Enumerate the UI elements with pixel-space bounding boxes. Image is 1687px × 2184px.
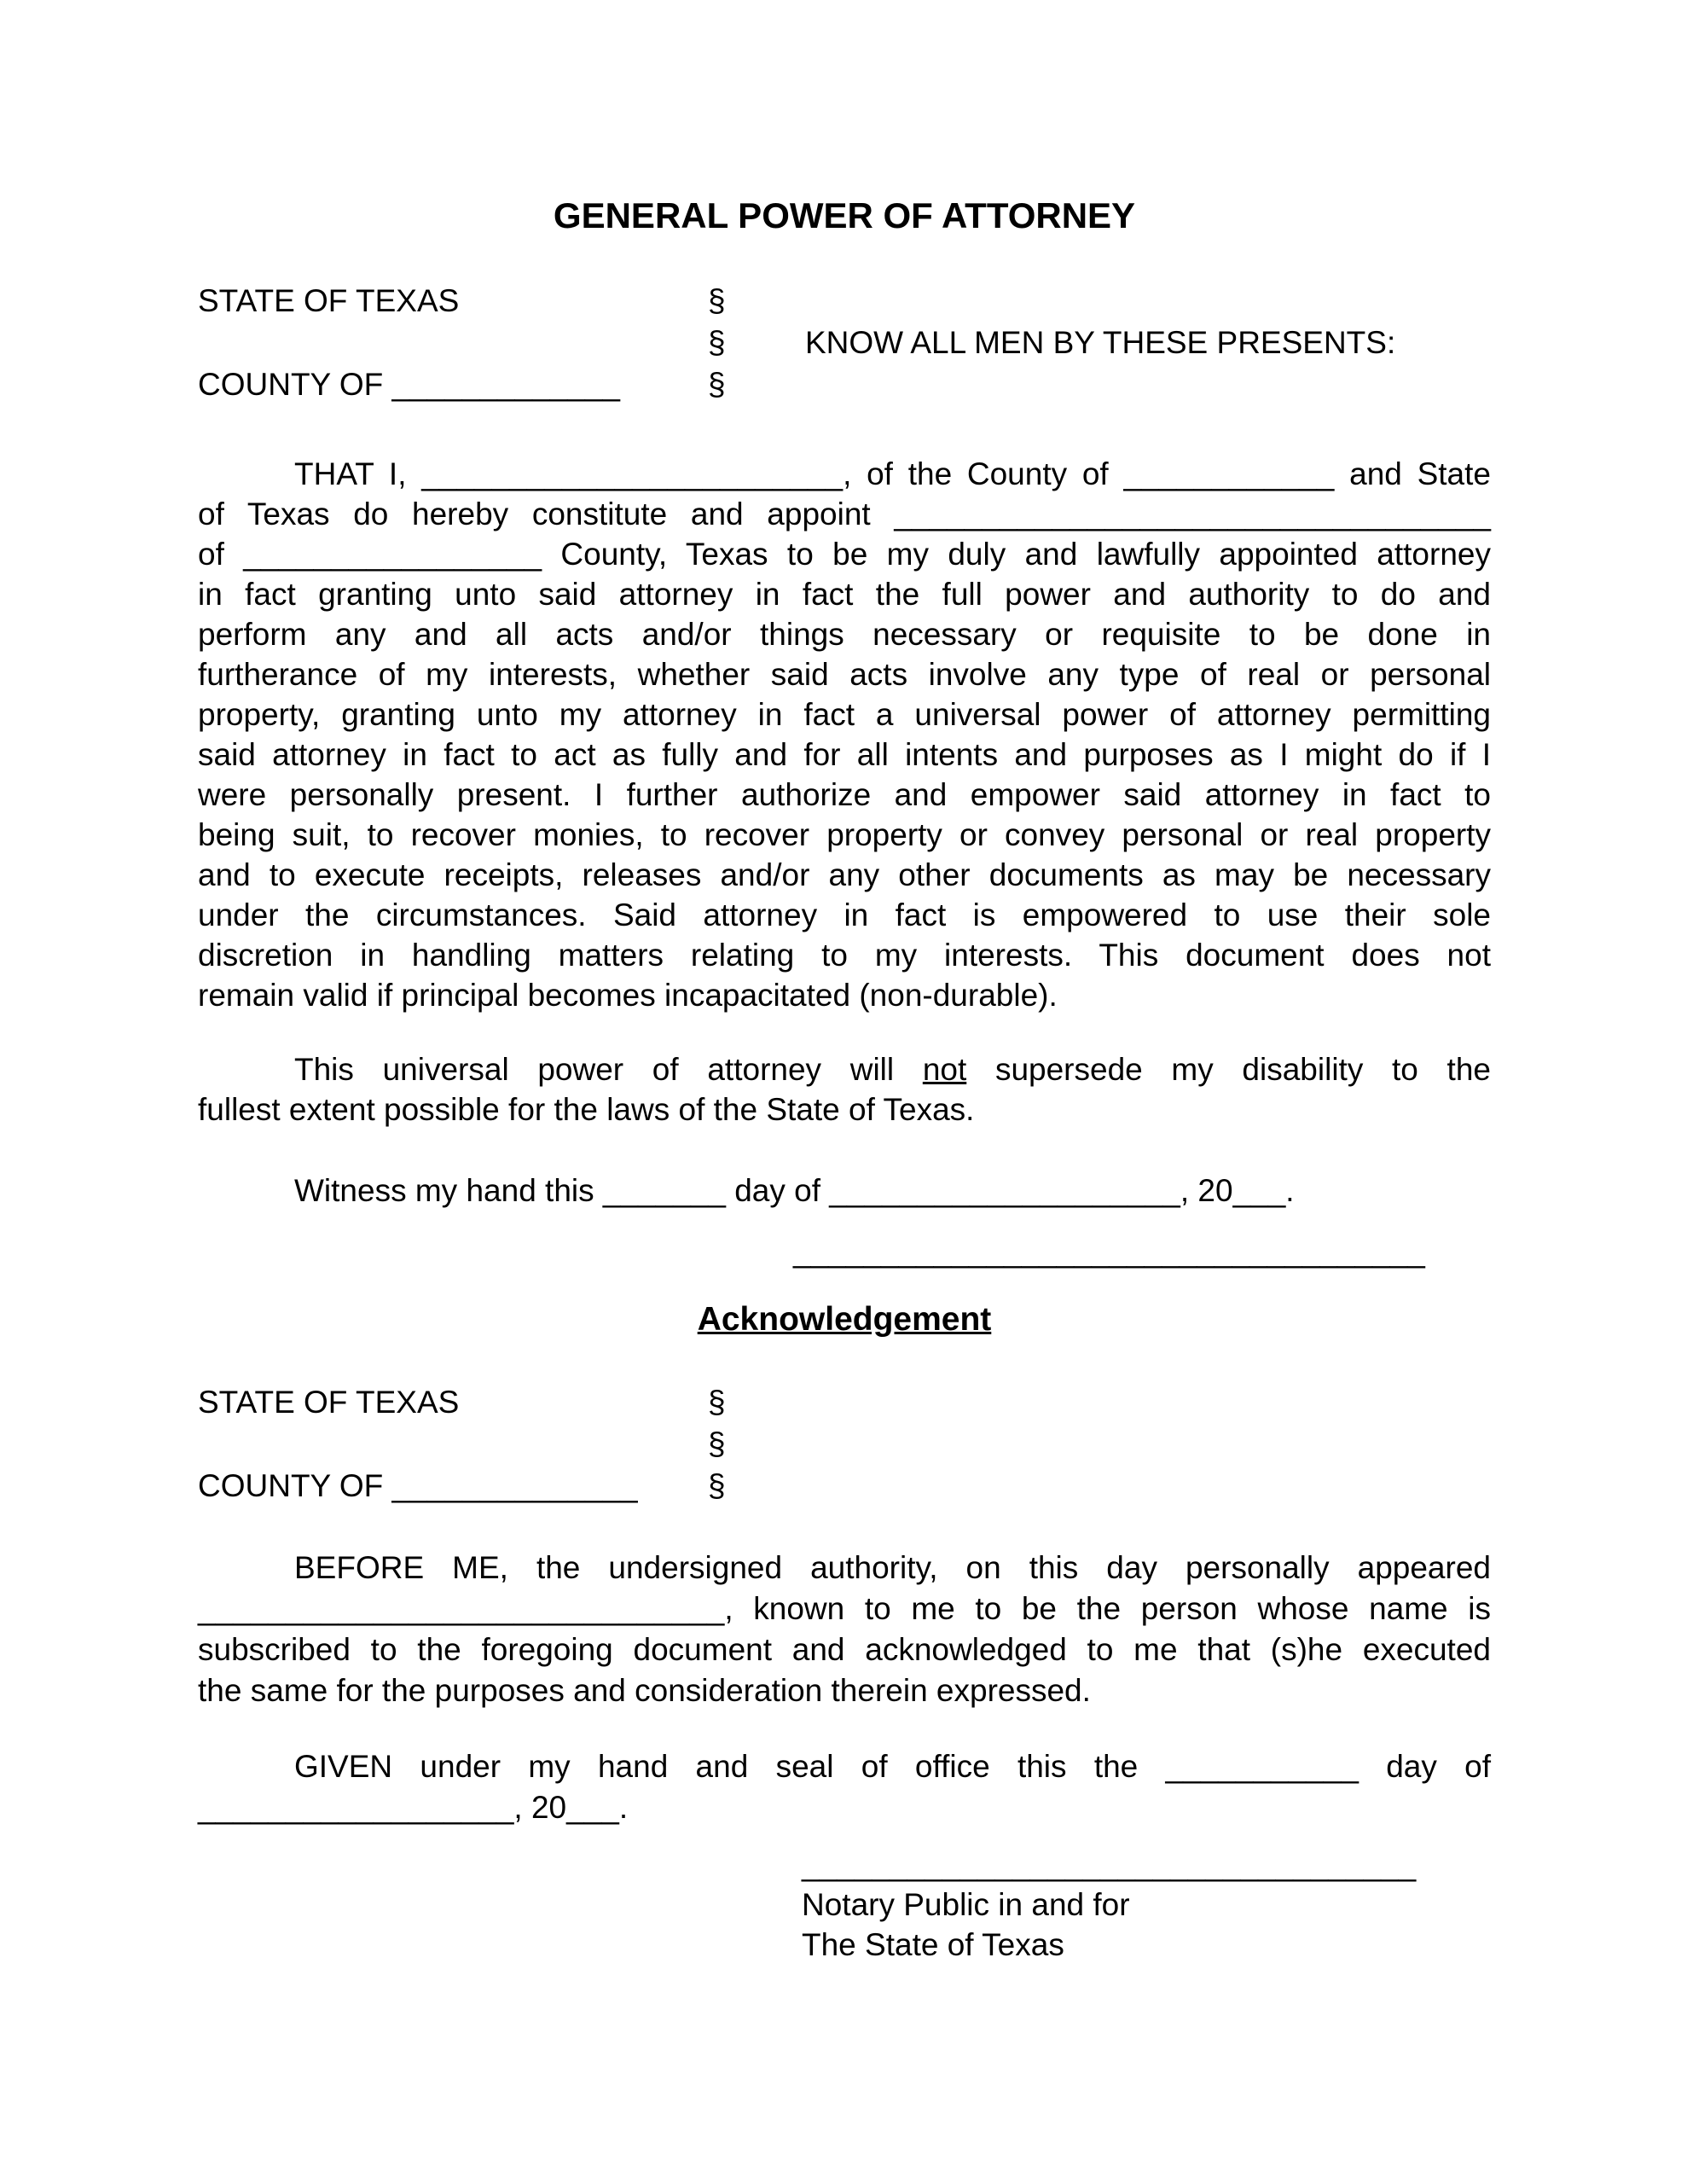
paragraph-line: ______________________________, known to me to be the person whose name is — [198, 1591, 1491, 1626]
paragraph-text: This universal power of attorney will — [294, 1052, 923, 1087]
paragraph-line: the same for the purposes and consideration therein expressed. — [198, 1673, 1091, 1708]
document-title: GENERAL POWER OF ATTORNEY — [553, 195, 1136, 235]
notary-block — [802, 1844, 1491, 1965]
jurat-empty-cell — [198, 1423, 708, 1465]
paragraph-text: supersede my disability to the — [966, 1052, 1491, 1087]
before-me-paragraph — [198, 1548, 1491, 1711]
paragraph-line: under the circumstances. Said attorney in fact is empowered to use their sole — [198, 897, 1491, 932]
state-label: STATE OF TEXAS — [198, 283, 460, 318]
jurat-row — [198, 1465, 1491, 1507]
main-paragraph — [198, 454, 1491, 1015]
jurat-empty-cell — [198, 322, 708, 363]
paragraph-line: and to execute receipts, releases and/or any other documents as may be necessary — [198, 857, 1491, 892]
paragraph-line: remain valid if principal becomes incapacitated (non-durable). — [198, 978, 1058, 1013]
acknowledgement-heading: Acknowledgement — [697, 1301, 992, 1338]
paragraph-line: fullest extent possible for the laws of the State of Texas. — [198, 1092, 975, 1127]
jurat-block-top — [198, 280, 1491, 405]
paragraph-line: perform any and all acts and/or things necessary or requisite to be done in — [198, 617, 1491, 652]
paragraph-line: of _________________ County, Texas to be my duly and lawfully appointed attorney — [198, 537, 1491, 572]
given-paragraph — [198, 1746, 1491, 1828]
jurat-row — [198, 1423, 1491, 1465]
county-label-with-blank: COUNTY OF _____________ — [198, 367, 621, 402]
principal-signature-line: ____________________________________ — [793, 1234, 1425, 1269]
non-durable-paragraph — [198, 1049, 1491, 1130]
paragraph-line: __________________, 20___. — [198, 1790, 629, 1825]
notary-title-line: Notary Public in and for — [802, 1887, 1130, 1922]
notary-signature-line: ___________________________________ — [802, 1847, 1417, 1882]
jurat-row — [198, 1381, 1491, 1423]
paragraph-line: subscribed to the foregoing document and acknowledged to me that (s)he executed — [198, 1632, 1491, 1667]
jurat-row — [198, 322, 1491, 363]
paragraph-line: said attorney in fact to act as fully and for all intents and purposes as I might do if I — [198, 737, 1491, 772]
paragraph-line: property, granting unto my attorney in fact a universal power of attorney permitting — [198, 697, 1491, 732]
paragraph-line: THAT I, ________________________, of the County of ____________ and State — [294, 456, 1491, 491]
paragraph-line: in fact granting unto said attorney in fact the full power and authority to do and — [198, 577, 1491, 612]
underlined-word-not: not — [922, 1052, 967, 1087]
jurat-row — [198, 363, 1491, 405]
jurat-block-acknowledgement — [198, 1381, 1491, 1507]
section-symbol: § — [708, 1385, 726, 1420]
section-symbol: § — [708, 283, 726, 318]
section-symbol: § — [708, 367, 726, 402]
witness-line: Witness my hand this _______ day of ____________________, 20___. — [294, 1173, 1295, 1208]
know-all-men-text: KNOW ALL MEN BY THESE PRESENTS: — [805, 325, 1396, 360]
county-label-with-blank: COUNTY OF ______________ — [198, 1468, 638, 1503]
state-label: STATE OF TEXAS — [198, 1385, 460, 1420]
section-symbol: § — [708, 325, 726, 360]
paragraph-line — [198, 1049, 1491, 1089]
notary-state-line: The State of Texas — [802, 1927, 1064, 1962]
paragraph-line: furtherance of my interests, whether said acts involve any type of real or personal — [198, 657, 1491, 692]
jurat-row — [198, 280, 1491, 322]
paragraph-line: of Texas do hereby constitute and appoint __________________________________ — [198, 497, 1491, 531]
paragraph-line: BEFORE ME, the undersigned authority, on this day personally appeared — [294, 1550, 1491, 1585]
document-content — [198, 0, 1491, 1965]
paragraph-line: discretion in handling matters relating to my interests. This document does not — [198, 938, 1491, 973]
section-symbol: § — [708, 1468, 726, 1503]
section-symbol: § — [708, 1426, 726, 1461]
paragraph-line: being suit, to recover monies, to recover property or convey personal or real property — [198, 817, 1491, 852]
paragraph-line: were personally present. I further authorize and empower said attorney in fact to — [198, 777, 1491, 812]
paragraph-line: GIVEN under my hand and seal of office this the ___________ day of — [294, 1749, 1491, 1784]
